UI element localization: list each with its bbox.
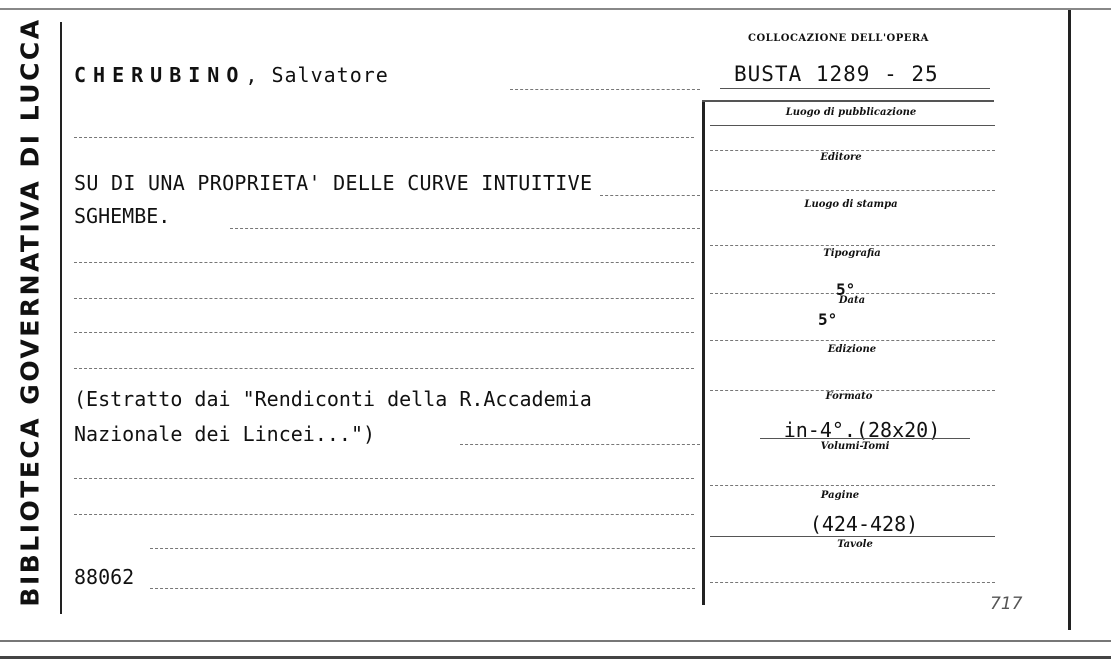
collocation-value: BUSTA 1289 - 25: [734, 62, 939, 86]
rule-3: [74, 298, 694, 299]
field-rule-9: [710, 485, 995, 486]
field-pagine: Pagine: [820, 490, 860, 501]
field-rule-10: [710, 536, 995, 537]
field-luogo-stampa: Luogo di stampa: [804, 199, 898, 210]
field-edizione: Edizione: [827, 344, 877, 355]
bottom-edge-line: [0, 656, 1111, 659]
library-name: BIBLIOTECA GOVERNATIVA DI LUCCA: [15, 17, 45, 607]
rule-4: [74, 332, 694, 333]
rule-title-1: [600, 195, 700, 196]
author-line: [74, 63, 389, 87]
left-margin-line: [60, 22, 62, 614]
rule-7: [74, 514, 694, 515]
rule-title-2: [230, 228, 700, 229]
field-editore: Editore: [820, 152, 862, 163]
top-edge: [0, 8, 1111, 10]
collocation-heading: COLLOCAZIONE DELL'OPERA: [748, 33, 929, 44]
rule-5: [74, 368, 694, 369]
inventory-number: 88062: [74, 565, 135, 589]
author-given-name: Salvatore: [271, 63, 389, 87]
rule-8: [150, 548, 695, 549]
field-rule-8: [760, 438, 970, 439]
title-line-1: SU DI UNA PROPRIETA' DELLE CURVE INTUITIVE: [74, 171, 593, 195]
field-rule-11: [710, 582, 995, 583]
field-rule-3: [710, 190, 995, 191]
rule-1: [74, 137, 694, 138]
right-edge-line: [1068, 10, 1071, 630]
rule-2: [74, 262, 694, 263]
author-separator: ,: [245, 63, 259, 87]
formato-value: in-4°.(28x20): [783, 418, 941, 442]
title-line-2: SGHEMBE.: [74, 204, 171, 228]
fields-box-top: [702, 100, 994, 102]
field-rule-6: [710, 340, 995, 341]
note-line-2: Nazionale dei Lincei..."): [74, 422, 376, 446]
handwritten-mark-2: 5°: [818, 310, 838, 329]
field-data: Data: [838, 295, 866, 306]
pagine-value: (424-428): [809, 512, 919, 536]
rule-6: [74, 478, 694, 479]
author-surname: CHERUBINO: [74, 63, 246, 87]
note-line-1: (Estratto dai "Rendiconti della R.Accademia: [74, 387, 592, 411]
pencil-note: 717: [990, 594, 1023, 614]
field-formato: Formato: [825, 391, 873, 402]
field-rule-4: [710, 245, 995, 246]
rule-author: [510, 89, 700, 90]
handwritten-mark-1: 5°: [836, 280, 856, 299]
field-rule-2: [710, 150, 995, 151]
rule-note: [460, 444, 700, 445]
field-luogo-pubblicazione: Luogo di pubblicazione: [785, 107, 917, 118]
fields-box-left: [702, 100, 705, 605]
bottom-rule: [0, 640, 1111, 642]
field-rule-1: [710, 125, 995, 126]
field-tipografia: Tipografia: [823, 248, 881, 259]
field-tavole: Tavole: [837, 539, 873, 550]
field-volumi-tomi: Volumi-Tomi: [820, 441, 890, 452]
rule-9: [150, 588, 695, 589]
collocation-rule: [720, 88, 990, 89]
library-label: [2, 14, 58, 610]
